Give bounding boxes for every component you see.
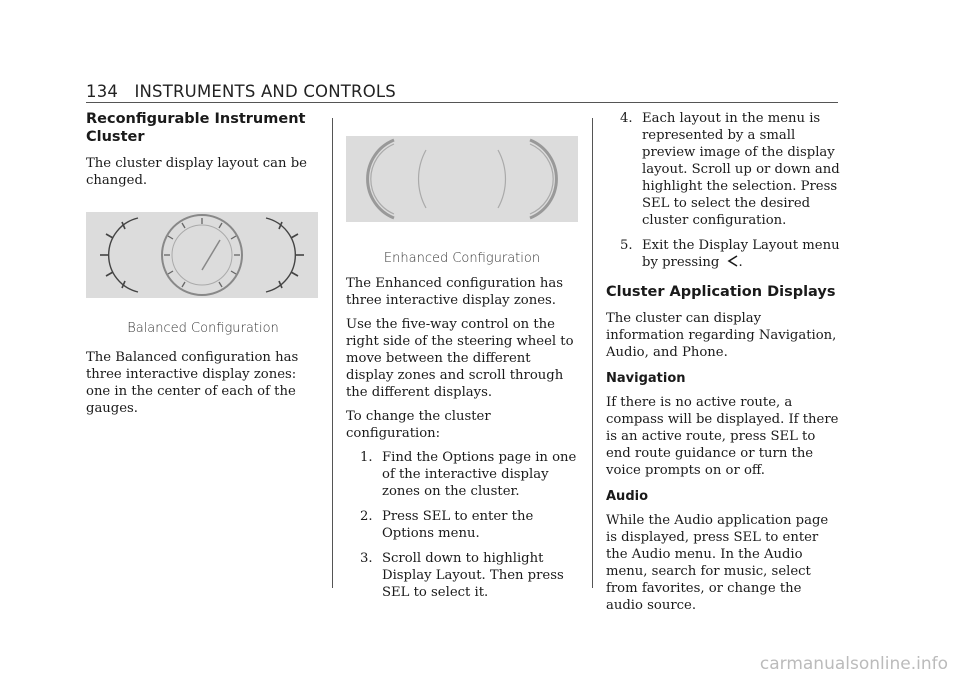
back-arrow-icon [727,254,739,268]
section-title: INSTRUMENTS AND CONTROLS [134,82,396,101]
list-item: 3. Scroll down to highlight Display Layout. Then press SEL to select it. [360,551,564,600]
figure-caption-balanced: Balanced Configuration [127,321,279,336]
five-way-control-description: Use the five-way control on the right side of the steering wheel to move between the different display zones and scroll through the different displays. [346,317,574,400]
audio-body: While the Audio application page is displayed, press SEL to enter the Audio menu. In the Audio menu, search for music, select from favorites, or change the audio source. [606,513,829,613]
page-header [86,82,396,101]
balanced-description: The Balanced configuration has three interactive display zones: one in the center of each of the gauges. [86,350,299,416]
section-heading-cluster: Reconfigurable Instrument Cluster [86,111,306,145]
configuration-steps-continued [606,110,840,271]
watermark: carmanualsonline.info [759,654,948,674]
page-number: 134 [86,82,119,101]
column-1 [86,110,320,424]
balanced-configuration-image [86,212,318,298]
section-heading-application-displays: Cluster Application Displays [606,284,836,300]
enhanced-configuration-image [346,136,578,222]
column-3 [606,110,840,621]
intro-text: The cluster display layout can be changed. [86,156,307,188]
change-configuration-intro: To change the cluster configuration: [346,409,491,441]
navigation-body: If there is no active route, a compass will be displayed. If there is an active route, press SEL to end route guidance or turn the voice prompts on or off. [606,395,839,478]
column-divider-2 [592,118,593,588]
figure-caption-enhanced: Enhanced Configuration [383,251,541,266]
enhanced-gauges-graphic [346,136,578,222]
list-item: 2. Press SEL to enter the Options menu. [360,509,534,541]
balanced-gauges-graphic [86,212,318,298]
column-divider-1 [332,118,333,588]
list-item: 4. Each layout in the menu is represented by a small preview image of the display layout. Scroll up or down and highlight the selection. Press SEL to select the desired cluster configuration. [620,111,840,228]
navigation-heading: Navigation [606,371,686,386]
header-rule [86,102,838,103]
application-displays-intro: The cluster can display information regarding Navigation, Audio, and Phone. [606,311,837,360]
list-item: 1. Find the Options page in one of the interactive display zones on the cluster. [360,450,577,499]
audio-heading: Audio [606,489,649,504]
column-2 [346,136,578,609]
enhanced-description: The Enhanced configuration has three interactive display zones. [346,276,564,308]
configuration-steps [346,449,578,601]
list-item: 5. Exit the Display Layout menu by pressing . [620,238,840,270]
